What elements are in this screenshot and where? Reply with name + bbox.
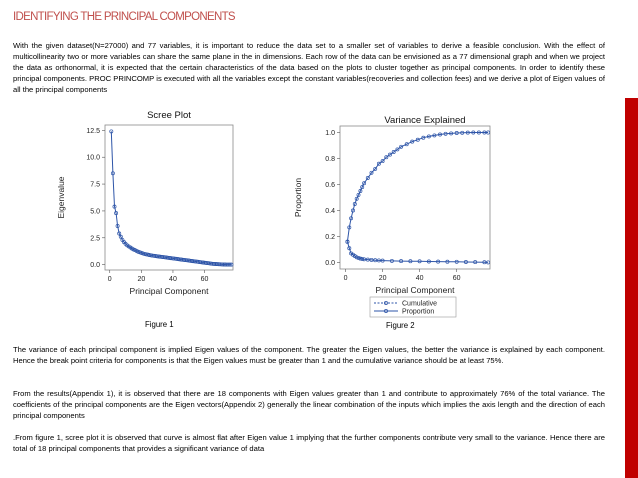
x-axis-label: Principal Component [129, 286, 209, 296]
body-paragraph-2: From the results(Appendix 1), it is observed that there are 18 components with Eigen values greater than 1 and contribute to approximately 76% of the total variance. The coefficients of the principal components are the Eigen vectors(Appendix 2) generally the linear combination of the inputs which implies the axis length and the direction of each principal components [13, 389, 605, 421]
plot-frame [105, 125, 233, 270]
y-axis-label: Eigenvalue [56, 176, 66, 219]
scree-plot-chart [55, 108, 245, 308]
accent-bar [625, 98, 638, 478]
body-paragraph-1: The variance of each principal component is implied Eigen values of the component. The greater the Eigen values, the better the variance is explained by each component. Hence the break point criteria for components is that the Eigen values must be greater than 1 and the cumulative variance should be at least 75%. [13, 345, 605, 366]
y-tick-label: 2.5 [90, 235, 100, 243]
x-tick-label: 20 [137, 276, 146, 283]
legend-label: Proportion [402, 308, 435, 316]
y-tick-label: 0.6 [325, 182, 335, 189]
figure-1-caption: Figure 1 [145, 320, 174, 329]
y-tick-label: 10.0 [86, 154, 100, 162]
series-line [347, 133, 488, 242]
chart-title: Variance Explained [384, 116, 466, 126]
x-tick-label: 40 [415, 275, 424, 282]
x-tick-label: 20 [378, 275, 387, 282]
x-tick-label: 60 [452, 275, 461, 282]
figure-2-caption: Figure 2 [386, 321, 415, 330]
x-tick-label: 60 [200, 276, 209, 283]
y-tick-label: 7.5 [90, 181, 100, 189]
plot-frame [340, 126, 490, 269]
x-axis-label: Principal Component [375, 285, 455, 295]
series-line [347, 242, 488, 263]
body-paragraph-3: .From figure 1, scree plot it is observed that curve is almost flat after Eigen value 1 implying that the further components contribute very small to the variance. Hence there are total of 18 principal components that provides a significant variance of data [13, 433, 605, 454]
chart-title: Scree Plot [147, 110, 191, 121]
y-tick-label: 0.0 [325, 260, 335, 267]
legend-label: Cumulative [402, 300, 438, 308]
y-tick-label: 1.0 [325, 130, 335, 137]
slide-title: IDENTIFYING THE PRINCIPAL COMPONENTS [13, 11, 235, 23]
x-tick-label: 40 [169, 276, 177, 283]
y-tick-label: 0.4 [325, 208, 335, 215]
y-tick-label: 0.0 [90, 262, 100, 270]
x-tick-label: 0 [107, 276, 112, 283]
intro-paragraph: With the given dataset(N=27000) and 77 variables, it is important to reduce the data set to a smaller set of variables to derive a feasible conclusion. With the effect of multicollinearity two or more variables can share the same plane in the in dimensions. Each row of the data can be envisioned as a 77 dimensional graph and when we project the data as orthonormal, it is expected that the certain characteristics of the data based on the plots to cluster together as principal components. In order to identify these principal components. PROC PRINCOMP is executed with all the variables except the constant variables(recoveries and collection fees) and we derive a plot of Eigen values of all the principal components [13, 41, 605, 95]
variance-explained-chart [288, 116, 508, 331]
x-tick-label: 0 [343, 275, 348, 282]
y-tick-label: 12.5 [86, 127, 100, 135]
y-tick-label: 0.2 [325, 234, 335, 241]
y-axis-label: Proportion [293, 177, 303, 218]
y-tick-label: 5.0 [90, 208, 100, 216]
y-tick-label: 0.8 [325, 156, 335, 163]
